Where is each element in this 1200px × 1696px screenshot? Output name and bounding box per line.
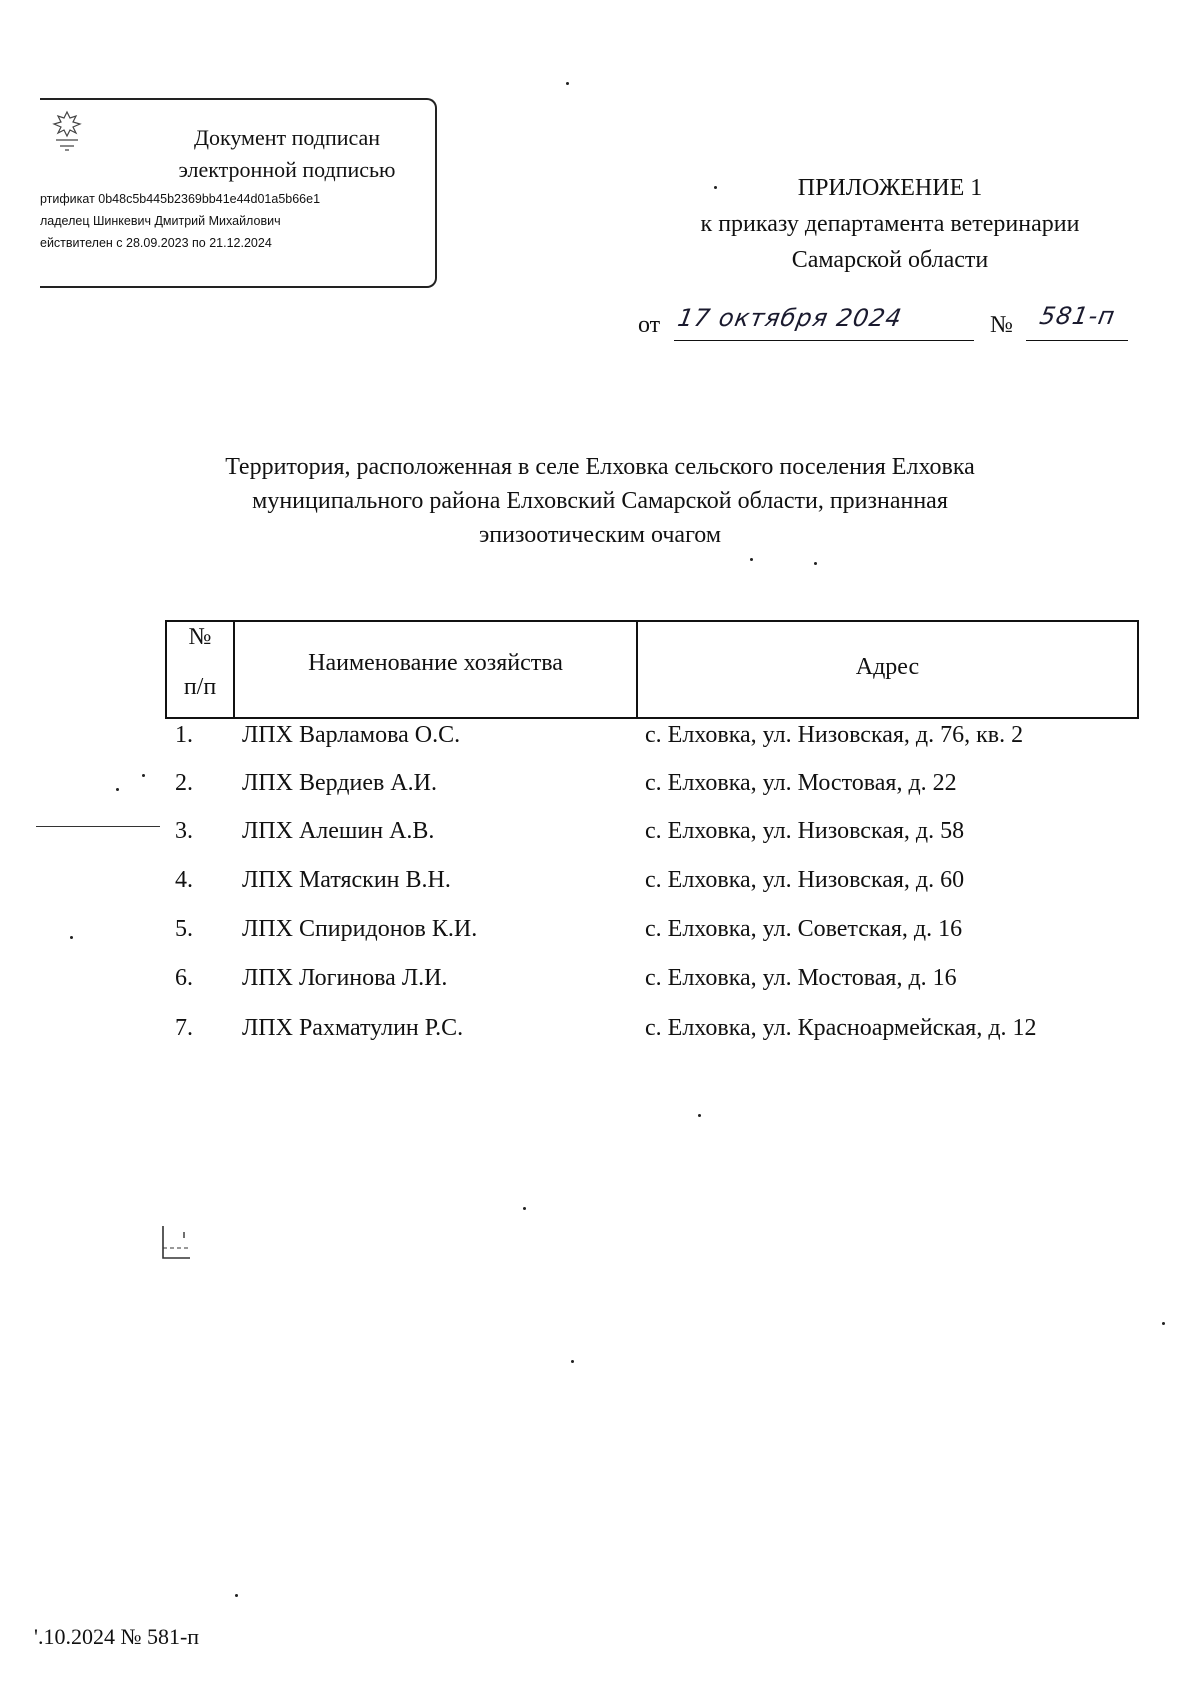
header-number-line2: п/п [183, 674, 217, 700]
header-number [167, 622, 235, 717]
header-address [638, 622, 1137, 717]
footer-reference: '.10.2024 № 581-п [34, 1624, 200, 1649]
row-address: с. Елховка, ул. Мостовая, д. 16 [645, 965, 957, 991]
order-from-label: от [638, 312, 661, 338]
scan-speck [1162, 1322, 1165, 1325]
scan-speck [142, 774, 145, 777]
header-farm [235, 622, 638, 717]
scan-speck [714, 186, 717, 189]
scan-artifact-bracket [160, 1222, 196, 1262]
row-farm: ЛПХ Вердиев А.И. [242, 770, 437, 796]
stamp-title [152, 122, 422, 186]
row-farm: ЛПХ Рахматулин Р.С. [242, 1015, 464, 1041]
header-address-label: Адрес [855, 654, 920, 680]
header-number-line1: № [188, 624, 212, 650]
row-number: 6. [175, 965, 193, 991]
row-farm: ЛПХ Алешин А.В. [242, 818, 435, 844]
scan-speck [116, 788, 119, 791]
row-number: 7. [175, 1015, 193, 1041]
scan-speck [571, 1360, 574, 1363]
row-address: с. Елховка, ул. Низовская, д. 60 [645, 867, 965, 893]
scan-speck [698, 1114, 701, 1117]
order-reference [638, 302, 1138, 350]
table-row [165, 818, 1145, 862]
row-number: 3. [175, 818, 193, 844]
title-line3: эпизоотическим очагом [478, 522, 722, 548]
scan-artifact-line [36, 826, 160, 827]
scan-speck [750, 558, 753, 561]
stamp-validity: ействителен с 28.09.2023 по 21.12.2024 [40, 236, 272, 250]
table-row [165, 867, 1145, 911]
table-row [165, 1015, 1145, 1059]
row-address: с. Елховка, ул. Мостовая, д. 22 [645, 770, 957, 796]
row-address: с. Елховка, ул. Красноармейская, д. 12 [645, 1015, 1037, 1041]
row-number: 5. [175, 916, 193, 942]
order-number-label: № [990, 312, 1013, 338]
row-number: 4. [175, 867, 193, 893]
document-title [150, 450, 1050, 552]
row-farm: ЛПХ Логинова Л.И. [242, 965, 448, 991]
row-farm: ЛПХ Матяскин В.Н. [242, 867, 451, 893]
table-row [165, 965, 1145, 1009]
stamp-title-line2: электронной подписью [178, 157, 396, 182]
row-address: с. Елховка, ул. Советская, д. 16 [645, 916, 963, 942]
scan-speck [523, 1207, 526, 1210]
table-row [165, 770, 1145, 814]
row-farm: ЛПХ Спиридонов К.И. [242, 916, 478, 942]
table-header [165, 620, 1139, 719]
title-line2: муниципального района Елховский Самарской области, признанная [252, 488, 948, 514]
appendix-line3: Самарской области [791, 247, 989, 273]
appendix-line2: к приказу департамента ветеринарии [700, 211, 1080, 237]
scan-speck [235, 1594, 238, 1597]
row-number: 2. [175, 770, 193, 796]
scan-speck [566, 82, 569, 85]
header-farm-label: Наименование хозяйства [308, 650, 563, 676]
e-signature-stamp [40, 98, 437, 288]
row-address: с. Елховка, ул. Низовская, д. 58 [645, 818, 965, 844]
title-line1: Территория, расположенная в селе Елховка сельского поселения Елховка [225, 454, 975, 480]
appendix-title: ПРИЛОЖЕНИЕ 1 [797, 175, 983, 201]
row-farm: ЛПХ Варламова О.С. [242, 722, 461, 748]
scan-speck [814, 562, 817, 565]
order-date-handwritten: 17 октября 2024 [675, 304, 905, 332]
coat-of-arms-icon [46, 108, 88, 156]
row-address: с. Елховка, ул. Низовская, д. 76, кв. 2 [645, 722, 1024, 748]
table-row [165, 722, 1145, 766]
stamp-title-line1: Документ подписан [193, 125, 381, 150]
table-row [165, 916, 1145, 960]
order-number-handwritten: 581-п [1037, 302, 1118, 330]
row-number: 1. [175, 722, 193, 748]
stamp-owner: ладелец Шинкевич Дмитрий Михайлович [40, 214, 281, 228]
stamp-certificate: ртификат 0b48c5b445b2369bb41e44d01a5b66e1 [40, 192, 321, 206]
scan-speck [70, 936, 73, 939]
